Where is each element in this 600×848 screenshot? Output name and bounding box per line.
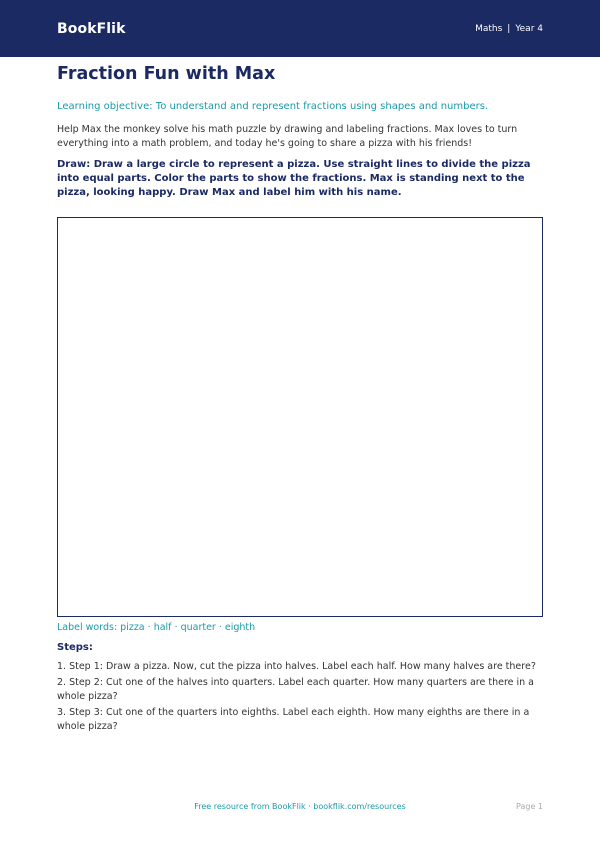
footer-resource-link[interactable]: Free resource from BookFlik · bookflik.com/resources bbox=[194, 802, 406, 811]
drawing-box[interactable] bbox=[57, 217, 543, 617]
steps-list bbox=[57, 660, 543, 736]
draw-instruction: Draw: Draw a large circle to represent a pizza. Use straight lines to divide the pizza into equal parts. Color the parts to show the fractions. Max is standing next to the pizza, looking happy. Draw Max and label him with his name. bbox=[57, 159, 531, 198]
page-number: Page 1 bbox=[516, 802, 543, 811]
learning-objective: Learning objective: To understand and represent fractions using shapes and numbers. bbox=[57, 101, 489, 112]
breadcrumb-separator: | bbox=[507, 23, 511, 34]
label-words: Label words: pizza · half · quarter · eighth bbox=[57, 622, 256, 633]
year-label: Year 4 bbox=[515, 23, 543, 34]
step-item-1: 1. Step 1: Draw a pizza. Now, cut the pizza into halves. Label each half. How many halves are there? bbox=[57, 661, 536, 672]
subject-year-breadcrumb bbox=[475, 24, 543, 34]
step-item-3: 3. Step 3: Cut one of the quarters into eighths. Label each eighth. How many eighths are there in a whole pizza? bbox=[57, 707, 530, 732]
steps-heading: Steps: bbox=[57, 642, 93, 653]
intro-paragraph: Help Max the monkey solve his math puzzle by drawing and labeling fractions. Max loves to turn everything into a math problem, and today he's going to share a pizza with his friends! bbox=[57, 124, 518, 149]
subject-label: Maths bbox=[475, 23, 503, 34]
top-header-bar bbox=[0, 0, 600, 57]
brand-logo-text[interactable]: BookFlik bbox=[57, 20, 126, 37]
step-item-2: 2. Step 2: Cut one of the halves into quarters. Label each quarter. How many quarters are there in a whole pizza? bbox=[57, 677, 535, 702]
worksheet-title: Fraction Fun with Max bbox=[57, 64, 276, 84]
